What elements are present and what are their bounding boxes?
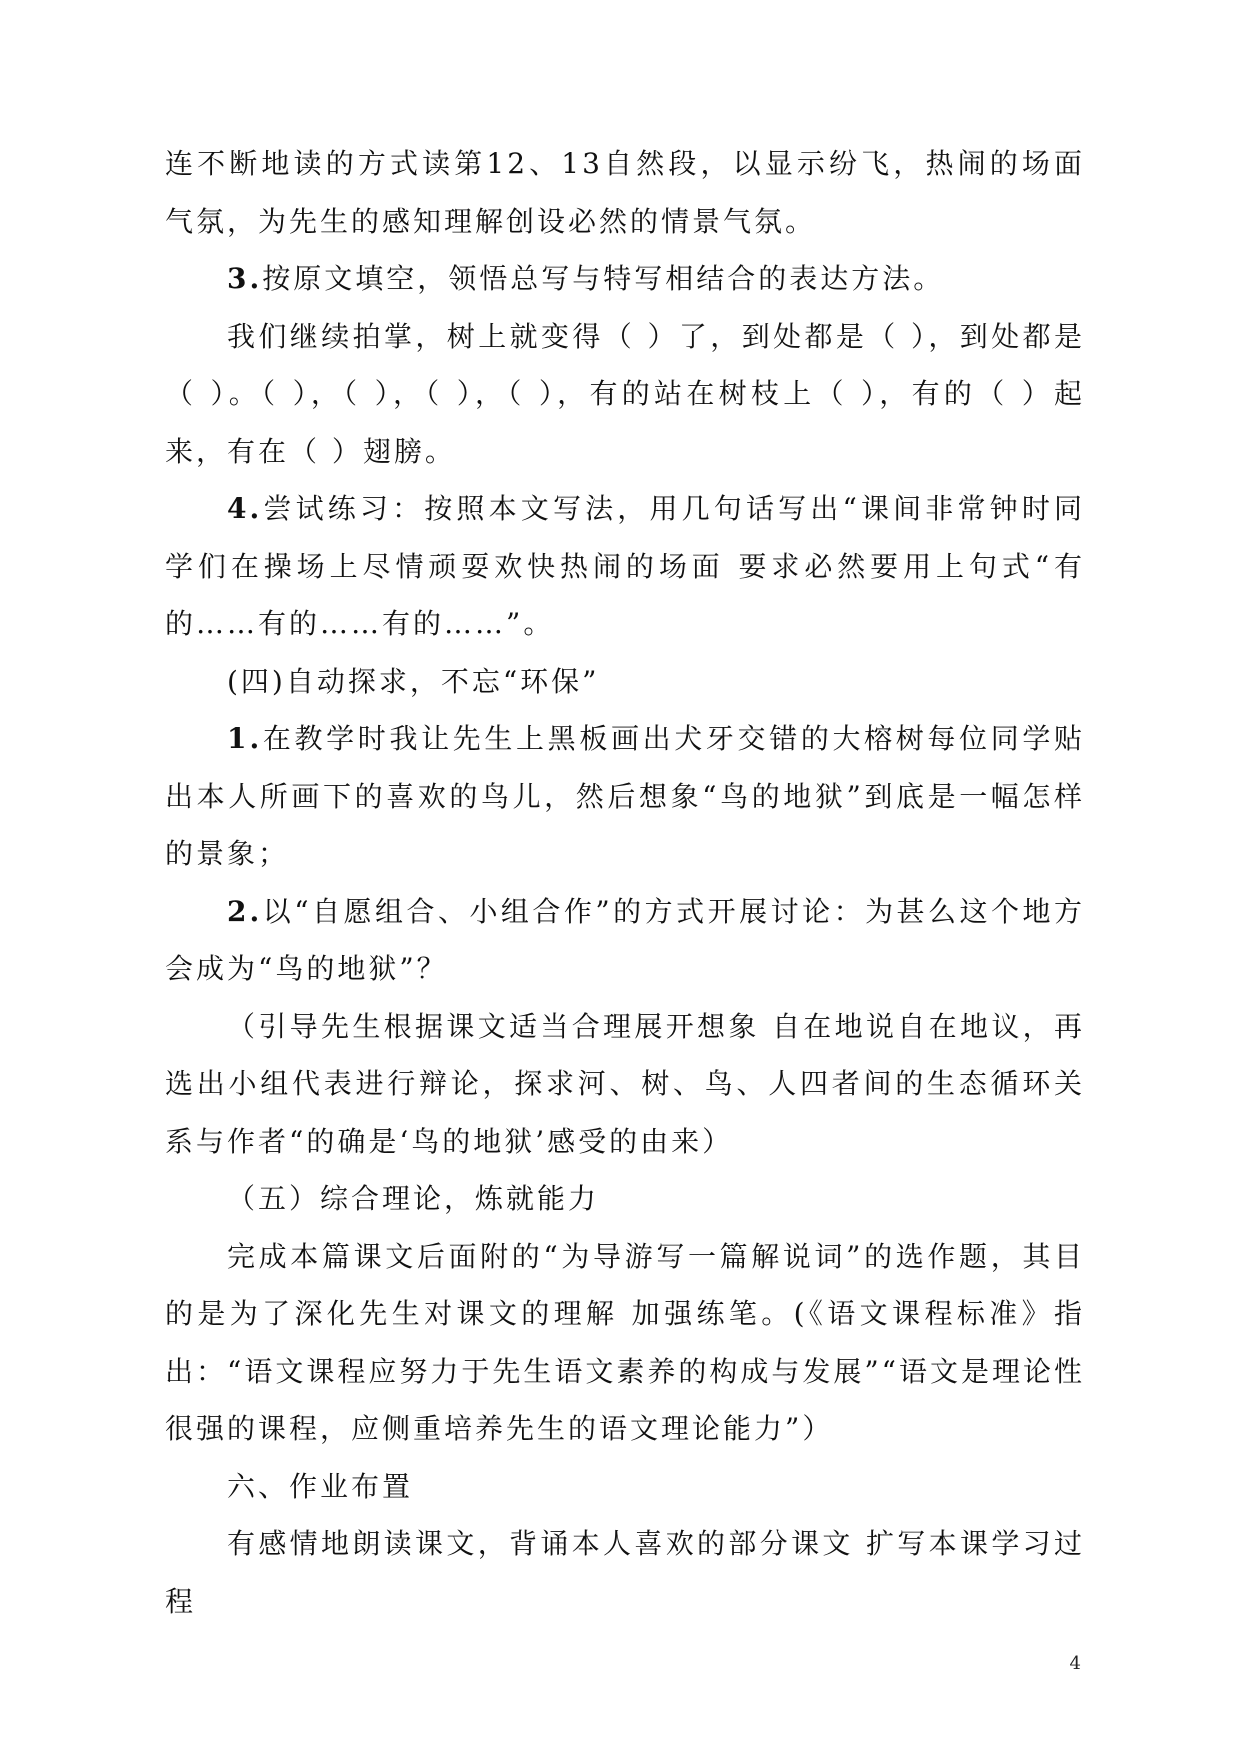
- item-number: 4.: [227, 492, 263, 525]
- paragraph-text: 连不断地读的方式读第12、13自然段，以显示纷飞，热闹的场面气氛，为先生的感知理解创设必然的情景气氛。: [165, 147, 1085, 238]
- section-heading-5: [165, 1170, 1085, 1228]
- paragraph-text: （五）综合理论，炼就能力: [227, 1182, 600, 1215]
- page-number: 4: [1069, 1653, 1081, 1674]
- paragraph-text: 有感情地朗读课文，背诵本人喜欢的部分课文 扩写本课学习过程: [165, 1527, 1085, 1618]
- item-number: 3.: [227, 262, 263, 295]
- paragraph-8: [165, 998, 1085, 1171]
- document-body: [165, 135, 1085, 1630]
- paragraph-text: （引导先生根据课文适当合理展开想象 自在地说自在地议，再选出小组代表进行辩论，探求河、树、鸟、人四者间的生态循环关系与作者“的确是‘鸟的地狱’感受的由来）: [165, 1009, 1085, 1158]
- paragraph-7: [165, 883, 1085, 998]
- section-heading-4: [165, 653, 1085, 711]
- paragraph-2: [165, 250, 1085, 308]
- paragraph-3: [165, 308, 1085, 481]
- paragraph-4: [165, 480, 1085, 653]
- paragraph-1: [165, 135, 1085, 250]
- paragraph-text: 我们继续拍掌，树上就变得（ ）了，到处都是（ ），到处都是（ ）。（ ），（ ），（ ），（ ），有的站在树枝上（ ），有的（ ）起来，有在（ ）翅膀。: [165, 319, 1085, 468]
- paragraph-text: 完成本篇课文后面附的“为导游写一篇解说词”的选作题，其目的是为了深化先生对课文的理解 加强练笔。(《语文课程标准》指出：“语文课程应努力于先生语文素养的构成与发展”“语文是理论性很强的课程，应侧重培养先生的语文理论能力”）: [165, 1239, 1085, 1445]
- paragraph-text: 六、作业布置: [227, 1469, 414, 1503]
- item-number: 1.: [227, 722, 263, 755]
- section-heading-6: [165, 1458, 1085, 1516]
- paragraph-text: 以“自愿组合、小组合作”的方式开展讨论：为甚么这个地方会成为“鸟的地狱”？: [165, 894, 1085, 985]
- paragraph-text: (四)自动探求，不忘“环保”: [227, 664, 600, 698]
- paragraph-6: [165, 710, 1085, 883]
- item-number: 2.: [227, 894, 263, 928]
- paragraph-12: [165, 1515, 1085, 1630]
- paragraph-10: [165, 1228, 1085, 1458]
- paragraph-text: 尝试练习：按照本文写法，用几句话写出“课间非常钟时同学们在操场上尽情顽耍欢快热闹的场面 要求必然要用上句式“有的……有的……有的……”。: [165, 492, 1085, 640]
- paragraph-text: 按原文填空，领悟总写与特写相结合的表达方法。: [262, 262, 945, 295]
- paragraph-text: 在教学时我让先生上黑板画出犬牙交错的大榕树每位同学贴出本人所画下的喜欢的鸟儿，然后想象“鸟的地狱”到底是一幅怎样的景象；: [165, 722, 1085, 870]
